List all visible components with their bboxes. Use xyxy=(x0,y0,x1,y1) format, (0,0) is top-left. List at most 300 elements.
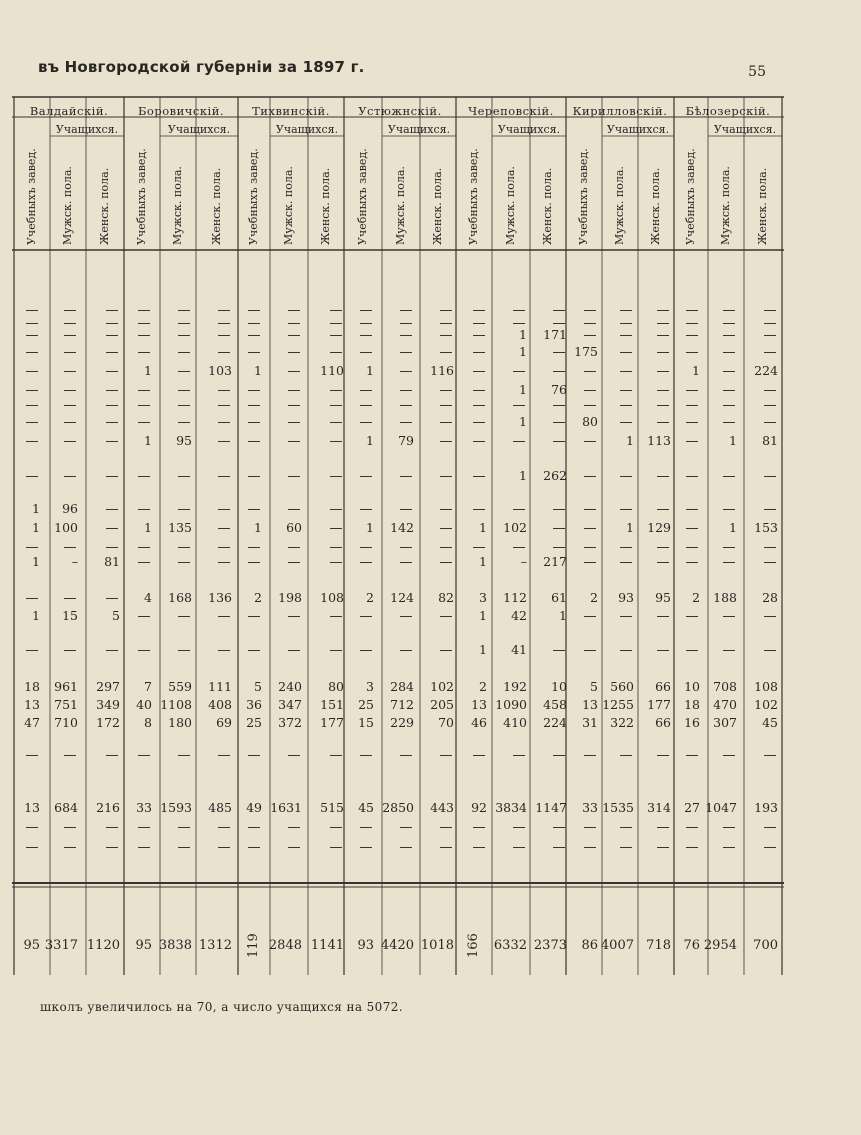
table-cell: 18 xyxy=(24,679,40,694)
empty-cell-dash xyxy=(288,390,300,391)
empty-cell-dash xyxy=(248,547,260,548)
table-cell: 142 xyxy=(390,520,414,535)
empty-cell-dash xyxy=(723,755,735,756)
column-label: Учебныхъ завед. xyxy=(684,148,697,245)
table-cell: 712 xyxy=(390,697,414,712)
empty-cell-dash xyxy=(723,509,735,510)
empty-cell-dash xyxy=(584,755,596,756)
empty-cell-dash xyxy=(620,755,632,756)
total-cell: 4420 xyxy=(380,938,414,953)
empty-cell-dash xyxy=(657,847,669,848)
empty-cell-dash xyxy=(723,827,735,828)
empty-cell-dash xyxy=(473,335,485,336)
empty-cell-dash xyxy=(218,441,230,442)
empty-cell-dash xyxy=(620,310,632,311)
empty-cell-dash xyxy=(106,598,118,599)
table-cell: 175 xyxy=(574,344,598,359)
empty-cell-dash xyxy=(657,335,669,336)
table-cell: 1 xyxy=(32,501,40,516)
empty-cell-dash xyxy=(26,827,38,828)
students-subheader: Учащихся. xyxy=(497,123,561,136)
table-cell: 93 xyxy=(618,590,634,605)
total-cell: 93 xyxy=(357,938,374,953)
empty-cell-dash xyxy=(330,650,342,651)
empty-cell-dash xyxy=(106,323,118,324)
table-cell: 42 xyxy=(511,608,527,623)
empty-cell-dash xyxy=(106,335,118,336)
empty-cell-dash xyxy=(288,827,300,828)
empty-cell-dash xyxy=(248,323,260,324)
table-cell: 153 xyxy=(754,520,778,535)
table-cell: 92 xyxy=(471,800,487,815)
table-cell: 18 xyxy=(684,697,700,712)
empty-cell-dash xyxy=(330,352,342,353)
empty-cell-dash xyxy=(400,335,412,336)
empty-cell-dash xyxy=(553,422,565,423)
table-cell: 61 xyxy=(551,590,567,605)
table-cell: 1 xyxy=(692,363,700,378)
empty-cell-dash xyxy=(218,335,230,336)
empty-cell-dash xyxy=(764,422,776,423)
empty-cell-dash xyxy=(440,405,452,406)
empty-cell-dash xyxy=(138,405,150,406)
table-cell: 198 xyxy=(278,590,302,605)
table-cell: 1 xyxy=(626,433,634,448)
table-cell: 103 xyxy=(208,363,232,378)
empty-cell-dash xyxy=(440,476,452,477)
empty-cell-dash xyxy=(686,441,698,442)
empty-cell-dash xyxy=(400,562,412,563)
empty-cell-dash xyxy=(553,827,565,828)
empty-cell-dash xyxy=(584,847,596,848)
empty-cell-dash xyxy=(440,528,452,529)
empty-cell-dash xyxy=(64,755,76,756)
table-cell: 1 xyxy=(479,642,487,657)
table-cell: 1 xyxy=(519,414,527,429)
table-cell: 684 xyxy=(54,800,78,815)
empty-cell-dash xyxy=(723,310,735,311)
empty-cell-dash xyxy=(330,827,342,828)
table-cell: 1 xyxy=(519,382,527,397)
empty-cell-dash xyxy=(764,562,776,563)
empty-cell-dash xyxy=(106,528,118,529)
empty-cell-dash xyxy=(64,310,76,311)
empty-cell-dash xyxy=(218,847,230,848)
empty-cell-dash xyxy=(248,476,260,477)
table-cell: 224 xyxy=(754,363,778,378)
empty-cell-dash xyxy=(764,405,776,406)
empty-cell-dash xyxy=(620,422,632,423)
empty-cell-dash xyxy=(218,562,230,563)
page-title: въ Новгородской губерніи за 1897 г. xyxy=(38,58,365,76)
table-cell: 1 xyxy=(32,608,40,623)
total-cell: 86 xyxy=(581,938,598,953)
table-cell: 1090 xyxy=(495,697,527,712)
empty-cell-dash xyxy=(106,650,118,651)
empty-cell-dash xyxy=(553,352,565,353)
table-cell: 28 xyxy=(762,590,778,605)
empty-cell-dash xyxy=(584,509,596,510)
empty-cell-dash xyxy=(26,441,38,442)
empty-cell-dash xyxy=(360,547,372,548)
empty-cell-dash xyxy=(764,390,776,391)
empty-cell-dash xyxy=(64,441,76,442)
empty-cell-dash xyxy=(178,310,190,311)
empty-cell-dash xyxy=(400,310,412,311)
empty-cell-dash xyxy=(400,827,412,828)
empty-cell-dash xyxy=(584,476,596,477)
empty-cell-dash xyxy=(620,616,632,617)
table-cell: 1147 xyxy=(535,800,567,815)
column-label: Учебныхъ завед. xyxy=(577,148,590,245)
empty-cell-dash xyxy=(360,755,372,756)
empty-cell-dash xyxy=(723,476,735,477)
total-cell: 718 xyxy=(646,938,671,953)
empty-cell-dash xyxy=(553,441,565,442)
empty-cell-dash xyxy=(26,755,38,756)
empty-cell-dash xyxy=(106,509,118,510)
empty-cell-dash xyxy=(657,352,669,353)
empty-cell-dash xyxy=(64,335,76,336)
empty-cell-dash xyxy=(330,847,342,848)
table-cell: 307 xyxy=(713,715,737,730)
empty-cell-dash xyxy=(764,827,776,828)
table-cell: 180 xyxy=(168,715,192,730)
table-cell: 710 xyxy=(54,715,78,730)
total-cell: 4007 xyxy=(600,938,634,953)
empty-cell-dash xyxy=(584,562,596,563)
table-cell: 45 xyxy=(358,800,374,815)
column-label: Мужск. пола. xyxy=(171,166,184,245)
table-cell: 458 xyxy=(543,697,567,712)
empty-cell-dash xyxy=(686,755,698,756)
table-cell: 70 xyxy=(438,715,454,730)
empty-cell-dash xyxy=(723,547,735,548)
empty-cell-dash xyxy=(178,562,190,563)
empty-cell-dash xyxy=(64,827,76,828)
empty-cell-dash xyxy=(218,390,230,391)
empty-cell-dash xyxy=(178,476,190,477)
table-cell: 217 xyxy=(543,554,567,569)
empty-cell-dash xyxy=(360,422,372,423)
empty-cell-dash xyxy=(360,827,372,828)
table-cell: 1 xyxy=(729,520,737,535)
empty-cell-dash xyxy=(764,476,776,477)
empty-cell-dash xyxy=(138,827,150,828)
empty-cell-dash xyxy=(106,441,118,442)
total-cell: 3317 xyxy=(44,938,78,953)
empty-cell-dash xyxy=(178,755,190,756)
empty-cell-dash xyxy=(218,528,230,529)
table-cell: 5 xyxy=(112,608,120,623)
empty-cell-dash xyxy=(657,562,669,563)
empty-cell-dash xyxy=(473,847,485,848)
empty-cell-dash xyxy=(330,422,342,423)
empty-cell-dash xyxy=(106,847,118,848)
district-header: Череповскій. xyxy=(468,104,554,118)
empty-cell-dash xyxy=(657,422,669,423)
table-cell: 2850 xyxy=(382,800,414,815)
column-label: Учебныхъ завед. xyxy=(25,148,38,245)
column-label: Учебныхъ завед. xyxy=(247,148,260,245)
empty-cell-dash xyxy=(400,755,412,756)
table-cell: – xyxy=(71,554,78,569)
empty-cell-dash xyxy=(723,616,735,617)
empty-cell-dash xyxy=(26,310,38,311)
empty-cell-dash xyxy=(764,755,776,756)
empty-cell-dash xyxy=(686,847,698,848)
empty-cell-dash xyxy=(440,755,452,756)
empty-cell-dash xyxy=(178,547,190,548)
table-cell: 60 xyxy=(286,520,302,535)
empty-cell-dash xyxy=(584,405,596,406)
table-cell: 172 xyxy=(96,715,120,730)
empty-cell-dash xyxy=(657,509,669,510)
total-cell: 1312 xyxy=(198,938,232,953)
empty-cell-dash xyxy=(218,323,230,324)
table-cell: 515 xyxy=(320,800,344,815)
total-cell: 1141 xyxy=(310,938,344,953)
table-cell: 13 xyxy=(582,697,598,712)
table-cell: 2 xyxy=(479,679,487,694)
empty-cell-dash xyxy=(686,335,698,336)
empty-cell-dash xyxy=(513,755,525,756)
empty-cell-dash xyxy=(657,650,669,651)
empty-cell-dash xyxy=(473,509,485,510)
total-cell: 700 xyxy=(753,938,778,953)
empty-cell-dash xyxy=(440,310,452,311)
table-cell: 224 xyxy=(543,715,567,730)
empty-cell-dash xyxy=(106,390,118,391)
empty-cell-dash xyxy=(288,616,300,617)
empty-cell-dash xyxy=(218,509,230,510)
table-cell: 66 xyxy=(655,679,671,694)
empty-cell-dash xyxy=(64,371,76,372)
empty-cell-dash xyxy=(288,562,300,563)
empty-cell-dash xyxy=(686,616,698,617)
table-cell: 1 xyxy=(479,554,487,569)
table-cell: 16 xyxy=(684,715,700,730)
table-cell: 113 xyxy=(647,433,671,448)
table-cell: 25 xyxy=(246,715,262,730)
table-cell: 116 xyxy=(430,363,454,378)
empty-cell-dash xyxy=(764,616,776,617)
table-cell: 171 xyxy=(543,327,567,342)
table-cell: 1 xyxy=(254,363,262,378)
empty-cell-dash xyxy=(686,476,698,477)
empty-cell-dash xyxy=(513,509,525,510)
empty-cell-dash xyxy=(288,755,300,756)
empty-cell-dash xyxy=(723,405,735,406)
empty-cell-dash xyxy=(106,547,118,548)
table-cell: 1 xyxy=(366,363,374,378)
column-label: Мужск. пола. xyxy=(613,166,626,245)
empty-cell-dash xyxy=(26,335,38,336)
table-cell: 10 xyxy=(684,679,700,694)
column-label: Мужск. пола. xyxy=(504,166,517,245)
empty-cell-dash xyxy=(330,528,342,529)
empty-cell-dash xyxy=(440,847,452,848)
column-label: Женск. пола. xyxy=(98,167,111,245)
empty-cell-dash xyxy=(400,616,412,617)
empty-cell-dash xyxy=(288,476,300,477)
empty-cell-dash xyxy=(513,323,525,324)
empty-cell-dash xyxy=(620,650,632,651)
empty-cell-dash xyxy=(178,335,190,336)
table-cell: 1 xyxy=(32,554,40,569)
empty-cell-dash xyxy=(764,650,776,651)
students-subheader: Учащихся. xyxy=(606,123,670,136)
table-cell: 297 xyxy=(96,679,120,694)
empty-cell-dash xyxy=(138,847,150,848)
empty-cell-dash xyxy=(440,562,452,563)
table-cell: 262 xyxy=(543,468,567,483)
empty-cell-dash xyxy=(686,562,698,563)
empty-cell-dash xyxy=(400,390,412,391)
empty-cell-dash xyxy=(288,323,300,324)
empty-cell-dash xyxy=(178,405,190,406)
table-cell: 25 xyxy=(358,697,374,712)
empty-cell-dash xyxy=(178,422,190,423)
column-label: Мужск. пола. xyxy=(61,166,74,245)
table-cell: 5 xyxy=(590,679,598,694)
table-cell: 1 xyxy=(366,520,374,535)
total-cell: 2848 xyxy=(268,938,302,953)
empty-cell-dash xyxy=(138,755,150,756)
empty-cell-dash xyxy=(620,847,632,848)
empty-cell-dash xyxy=(723,371,735,372)
empty-cell-dash xyxy=(473,310,485,311)
empty-cell-dash xyxy=(288,847,300,848)
table-cell: 1 xyxy=(479,608,487,623)
total-cell: 2373 xyxy=(533,938,567,953)
empty-cell-dash xyxy=(686,405,698,406)
empty-cell-dash xyxy=(584,528,596,529)
empty-cell-dash xyxy=(473,755,485,756)
empty-cell-dash xyxy=(360,323,372,324)
table-cell: 111 xyxy=(208,679,232,694)
empty-cell-dash xyxy=(218,650,230,651)
column-label: Мужск. пола. xyxy=(719,166,732,245)
empty-cell-dash xyxy=(26,547,38,548)
table-cell: 559 xyxy=(168,679,192,694)
table-cell: 31 xyxy=(582,715,598,730)
column-label: Женск. пола. xyxy=(431,167,444,245)
empty-cell-dash xyxy=(473,827,485,828)
column-label: Мужск. пола. xyxy=(282,166,295,245)
table-cell: 10 xyxy=(551,679,567,694)
table-cell: 108 xyxy=(320,590,344,605)
empty-cell-dash xyxy=(686,509,698,510)
empty-cell-dash xyxy=(248,352,260,353)
empty-cell-dash xyxy=(657,827,669,828)
empty-cell-dash xyxy=(553,371,565,372)
empty-cell-dash xyxy=(106,755,118,756)
empty-cell-dash xyxy=(657,547,669,548)
district-header: Тихвинскій. xyxy=(252,104,330,118)
empty-cell-dash xyxy=(620,509,632,510)
empty-cell-dash xyxy=(288,509,300,510)
empty-cell-dash xyxy=(584,390,596,391)
empty-cell-dash xyxy=(138,616,150,617)
empty-cell-dash xyxy=(553,547,565,548)
empty-cell-dash xyxy=(218,755,230,756)
empty-cell-dash xyxy=(620,390,632,391)
column-label: Учебныхъ завед. xyxy=(135,148,148,245)
empty-cell-dash xyxy=(288,422,300,423)
table-cell: 560 xyxy=(610,679,634,694)
total-cell: 95 xyxy=(135,938,152,953)
empty-cell-dash xyxy=(513,547,525,548)
empty-cell-dash xyxy=(513,405,525,406)
empty-cell-dash xyxy=(400,547,412,548)
table-cell: 13 xyxy=(471,697,487,712)
empty-cell-dash xyxy=(248,847,260,848)
table-cell: 40 xyxy=(136,697,152,712)
empty-cell-dash xyxy=(288,650,300,651)
empty-cell-dash xyxy=(584,371,596,372)
table-cell: 314 xyxy=(647,800,671,815)
empty-cell-dash xyxy=(178,650,190,651)
empty-cell-dash xyxy=(64,476,76,477)
empty-cell-dash xyxy=(553,310,565,311)
empty-cell-dash xyxy=(64,323,76,324)
empty-cell-dash xyxy=(764,509,776,510)
table-cell: 102 xyxy=(754,697,778,712)
table-cell: 80 xyxy=(328,679,344,694)
empty-cell-dash xyxy=(106,827,118,828)
empty-cell-dash xyxy=(218,616,230,617)
total-cell: 3838 xyxy=(158,938,192,953)
table-cell: 1108 xyxy=(160,697,192,712)
empty-cell-dash xyxy=(138,422,150,423)
empty-cell-dash xyxy=(473,422,485,423)
empty-cell-dash xyxy=(440,827,452,828)
students-subheader: Учащихся. xyxy=(55,123,119,136)
empty-cell-dash xyxy=(360,650,372,651)
table-cell: 5 xyxy=(254,679,262,694)
empty-cell-dash xyxy=(686,390,698,391)
empty-cell-dash xyxy=(248,390,260,391)
empty-cell-dash xyxy=(138,352,150,353)
empty-cell-dash xyxy=(553,323,565,324)
empty-cell-dash xyxy=(26,847,38,848)
district-header: Устюжнскій. xyxy=(358,104,442,118)
table-cell: 322 xyxy=(610,715,634,730)
empty-cell-dash xyxy=(178,616,190,617)
total-cell: 1018 xyxy=(420,938,454,953)
empty-cell-dash xyxy=(248,562,260,563)
table-cell: 13 xyxy=(24,800,40,815)
table-cell: 1 xyxy=(144,433,152,448)
empty-cell-dash xyxy=(440,547,452,548)
table-cell: 410 xyxy=(503,715,527,730)
empty-cell-dash xyxy=(218,352,230,353)
empty-cell-dash xyxy=(26,650,38,651)
empty-cell-dash xyxy=(620,335,632,336)
empty-cell-dash xyxy=(657,405,669,406)
empty-cell-dash xyxy=(686,650,698,651)
empty-cell-dash xyxy=(553,847,565,848)
empty-cell-dash xyxy=(64,650,76,651)
empty-cell-dash xyxy=(26,476,38,477)
table-cell: 177 xyxy=(647,697,671,712)
empty-cell-dash xyxy=(248,310,260,311)
empty-cell-dash xyxy=(178,323,190,324)
total-cell: 76 xyxy=(683,938,700,953)
empty-cell-dash xyxy=(288,371,300,372)
table-cell: 15 xyxy=(358,715,374,730)
